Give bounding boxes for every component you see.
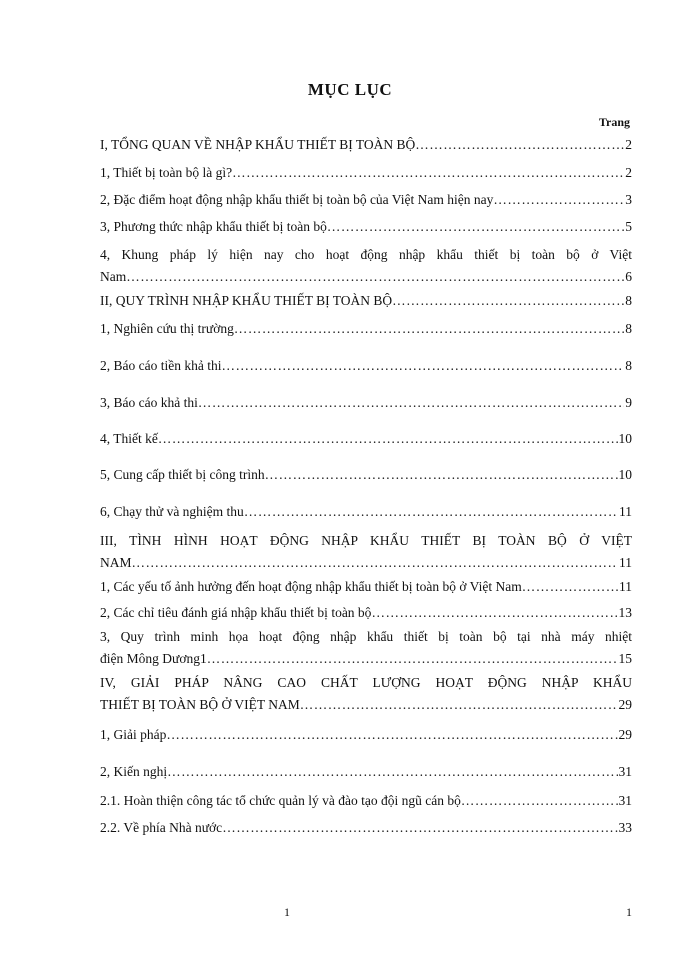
toc-entry-3-1[interactable] — [100, 576, 632, 598]
footer-page-number-right: 1 — [626, 905, 632, 919]
toc-entry-2-6[interactable] — [100, 501, 632, 523]
toc-entry-3-2[interactable] — [100, 602, 632, 624]
toc-entry-page: 29 — [618, 697, 632, 712]
toc-entry-page: 31 — [618, 764, 632, 779]
toc-entry-text: 3, Báo cáo khả thi — [100, 395, 198, 410]
toc-entry-1-1[interactable] — [100, 162, 632, 184]
toc-entry-page: 6 — [625, 269, 632, 284]
toc-entry-1-3[interactable] — [100, 216, 632, 238]
toc-entry-page: 29 — [618, 727, 632, 742]
toc-entry-text: 2, Đặc điểm hoạt động nhập khẩu thiết bị toàn bộ của Việt Nam hiện nay — [100, 192, 494, 207]
toc-entry-page: 31 — [618, 793, 632, 808]
toc-entry-page: 10 — [618, 467, 632, 482]
toc-entry-2-2[interactable] — [100, 355, 632, 377]
toc-entry-2-3[interactable] — [100, 392, 632, 414]
toc-entry-text-cont: THIẾT BỊ TOÀN BỘ Ở VIỆT NAM — [100, 697, 300, 712]
toc-entry-section-4[interactable] — [100, 672, 632, 716]
toc-entry-text: 6, Chạy thử và nghiệm thu — [100, 504, 244, 519]
toc-entry-text: 2, Các chỉ tiêu đánh giá nhập khẩu thiết bị toàn bộ — [100, 605, 372, 620]
toc-entry-3-3[interactable] — [100, 626, 632, 670]
toc-entry-section-3[interactable] — [100, 530, 632, 574]
toc-entry-text: 3, Quy trình minh họa hoạt động nhập khẩu thiết bị toàn bộ tại nhà máy nhiệt — [100, 629, 632, 644]
toc-entry-section-1[interactable] — [100, 134, 632, 156]
toc-entry-text: II, QUY TRÌNH NHẬP KHẨU THIẾT BỊ TOÀN BỘ — [100, 293, 393, 308]
toc-entry-text: 2.1. Hoàn thiện công tác tổ chức quản lý và đào tạo đội ngũ cán bộ — [100, 793, 461, 808]
toc-entry-page: 5 — [625, 219, 632, 234]
toc-entry-text: 4, Khung pháp lý hiện nay cho hoạt động nhập khẩu thiết bị toàn bộ ở Việt — [100, 247, 632, 262]
toc-entry-section-2[interactable] — [100, 290, 632, 312]
toc-entry-2-4[interactable] — [100, 428, 632, 450]
toc-entry-page: 8 — [625, 293, 632, 308]
toc-entry-page: 2 — [625, 165, 632, 180]
toc-entry-text-cont: Nam — [100, 269, 127, 284]
toc-entry-page: 8 — [625, 358, 632, 373]
toc-entry-page: 11 — [619, 504, 632, 519]
toc-entry-text: 3, Phương thức nhập khẩu thiết bị toàn bộ — [100, 219, 327, 234]
toc-entry-4-2-1[interactable] — [100, 790, 632, 812]
toc-entry-page: 9 — [625, 395, 632, 410]
toc-entry-page: 10 — [618, 431, 632, 446]
toc-entry-page: 33 — [618, 820, 632, 835]
toc-entry-page: 11 — [619, 555, 632, 570]
toc-entry-page: 3 — [625, 192, 632, 207]
toc-entry-page: 11 — [619, 579, 632, 594]
toc-title: MỤC LỤC — [307, 80, 393, 99]
toc-entry-text: 1, Giải pháp — [100, 727, 167, 742]
toc-entry-text-cont: NAM — [100, 555, 132, 570]
toc-entry-text: 2.2. Về phía Nhà nước — [100, 820, 223, 835]
toc-entry-text: IV, GIẢI PHÁP NÂNG CAO CHẤT LƯỢNG HOẠT ĐỘNG NHẬP KHẨU — [100, 675, 632, 690]
toc-entry-page: 8 — [625, 321, 632, 336]
toc-entry-page: 15 — [618, 651, 632, 666]
toc-entry-text: 1, Thiết bị toàn bộ là gì? — [100, 165, 233, 180]
toc-entry-text: 2, Kiến nghị — [100, 764, 168, 779]
toc-entry-4-2-2[interactable] — [100, 817, 632, 839]
toc-entry-text-cont: điện Mông Dương1 — [100, 651, 207, 666]
toc-entry-4-2[interactable] — [100, 761, 632, 783]
page-column-label: Trang — [598, 115, 630, 129]
toc-entry-2-1[interactable] — [100, 318, 632, 340]
toc-entry-text: 5, Cung cấp thiết bị công trình — [100, 467, 265, 482]
footer-page-number: 1 — [284, 905, 290, 919]
toc-entry-text: 4, Thiết kế — [100, 431, 158, 446]
toc-entry-text: 1, Nghiên cứu thị trường — [100, 321, 234, 336]
toc-entry-page: 13 — [618, 605, 632, 620]
toc-entry-text: 2, Báo cáo tiền khả thi — [100, 358, 222, 373]
toc-entry-text: III, TÌNH HÌNH HOẠT ĐỘNG NHẬP KHẨU THIẾT BỊ TOÀN BỘ Ở VIỆT — [100, 533, 632, 548]
toc-entry-1-2[interactable] — [100, 189, 632, 211]
toc-entry-2-5[interactable] — [100, 464, 632, 486]
toc-entry-1-4[interactable] — [100, 244, 632, 288]
toc-entry-text: 1, Các yếu tố ảnh hưởng đến hoạt động nhập khẩu thiết bị toàn bộ ở Việt Nam — [100, 579, 522, 594]
toc-entry-page: 2 — [625, 137, 632, 152]
toc-entry-text: I, TỔNG QUAN VỀ NHẬP KHẨU THIẾT BỊ TOÀN BỘ — [100, 137, 416, 152]
toc-entry-4-1[interactable] — [100, 724, 632, 746]
